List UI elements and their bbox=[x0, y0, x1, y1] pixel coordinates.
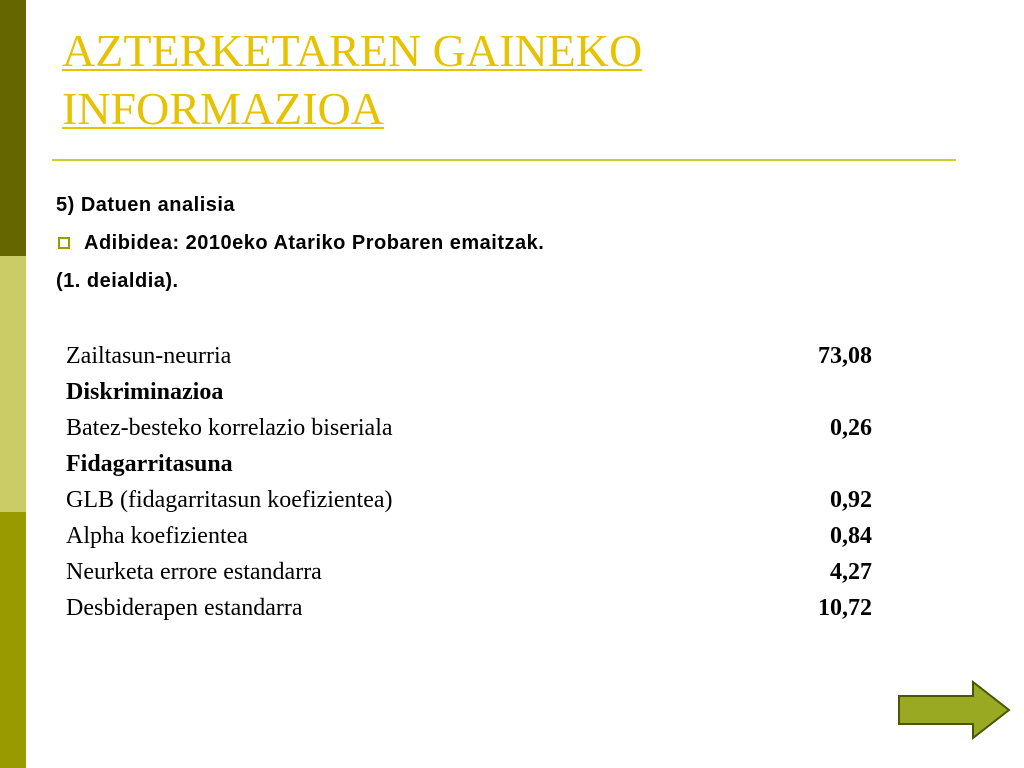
row-value: 73,08 bbox=[818, 343, 872, 369]
row-value: 0,84 bbox=[830, 523, 872, 549]
bullet-text: Adibidea: 2010eko Atariko Probaren emaitzak. bbox=[84, 232, 545, 254]
bullet-item bbox=[56, 224, 544, 262]
table-row bbox=[66, 374, 872, 410]
square-bullet-icon bbox=[58, 237, 70, 249]
sidebar-stripe-top bbox=[0, 0, 26, 256]
row-label: Fidagarritasuna bbox=[66, 451, 233, 477]
section-note: (1. deialdia). bbox=[56, 270, 179, 292]
table-row bbox=[66, 338, 872, 374]
row-label: Desbiderapen estandarra bbox=[66, 595, 303, 621]
row-label: Zailtasun-neurria bbox=[66, 343, 232, 369]
row-value: 0,26 bbox=[830, 415, 872, 441]
row-label: Batez-besteko korrelazio biseriala bbox=[66, 415, 393, 441]
section-heading: 5) Datuen analisia bbox=[56, 194, 236, 216]
table-row bbox=[66, 446, 872, 482]
table-row bbox=[66, 482, 872, 518]
slide-title-line1[interactable]: AZTERKETAREN GAINEKO bbox=[62, 25, 643, 76]
row-label: Diskriminazioa bbox=[66, 379, 224, 405]
table-row bbox=[66, 554, 872, 590]
row-value: 4,27 bbox=[830, 559, 872, 585]
sidebar-stripe-middle bbox=[0, 256, 26, 512]
row-label: Alpha koefizientea bbox=[66, 523, 248, 549]
row-value: 0,92 bbox=[830, 487, 872, 513]
row-label: Neurketa errore estandarra bbox=[66, 559, 322, 585]
table-row bbox=[66, 518, 872, 554]
row-value: 10,72 bbox=[818, 595, 872, 621]
slide-title-line2[interactable]: INFORMAZIOA bbox=[62, 83, 384, 134]
slide-title[interactable] bbox=[62, 22, 962, 138]
table-row bbox=[66, 590, 872, 626]
title-divider bbox=[52, 159, 956, 161]
section-block bbox=[56, 186, 544, 300]
row-label: GLB (fidagarritasun koefizientea) bbox=[66, 487, 393, 513]
sidebar-stripe-bottom bbox=[0, 512, 26, 768]
right-arrow-icon[interactable] bbox=[897, 680, 1011, 740]
table-row bbox=[66, 410, 872, 446]
statistics-table bbox=[66, 338, 872, 626]
